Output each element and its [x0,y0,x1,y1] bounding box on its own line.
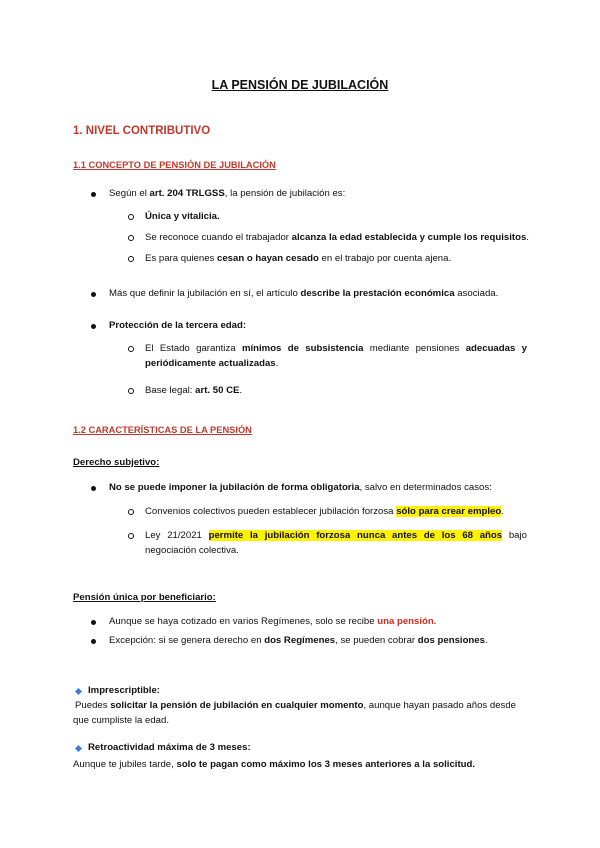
sub-list-item: Convenios colectivos pueden establecer jubilación forzosa sólo para crear empleo. [145,506,504,517]
circle-bullet-icon [128,388,134,394]
sub-list-item-continuation: negociación colectiva. [145,545,239,556]
bullet-icon [91,639,96,644]
paragraph-line: Aunque te jubiles tarde, solo te pagan como máximo los 3 meses anteriores a la solicitud. [73,759,476,770]
subsection-heading: 1.1 CONCEPTO DE PENSIÓN DE JUBILACIÓN [73,160,276,170]
list-item: Excepción: si se genera derecho en dos Regímenes, se pueden cobrar dos pensiones. [109,635,488,646]
sub-list-item-continuation: periódicamente actualizadas. [145,358,279,369]
sub-list-item: Ley 21/2021 permite la jubilación forzosa nunca antes de los 68 años bajo [145,530,527,541]
topic-heading: Pensión única por beneficiario: [73,592,216,603]
section-heading: 1. NIVEL CONTRIBUTIVO [73,125,211,137]
sub-list-item: Se reconoce cuando el trabajador alcanza la edad establecida y cumple los requisitos. [145,232,529,243]
sub-list-item: Es para quienes cesan o hayan cesado en el trabajo por cuenta ajena. [145,253,452,264]
diamond-bullet-icon [75,688,82,695]
bullet-icon [91,486,96,491]
sub-list-item: El Estado garantiza mínimos de subsistencia mediante pensiones adecuadas y [145,343,527,354]
list-item: Según el art. 204 TRLGSS, la pensión de jubilación es: [109,188,346,199]
circle-bullet-icon [128,214,134,220]
topic-heading: Retroactividad máxima de 3 meses: [88,742,251,753]
sub-list-item: Única y vitalicia. [145,211,220,222]
sub-list-item: Base legal: art. 50 CE. [145,385,243,396]
circle-bullet-icon [128,346,134,352]
list-item: Aunque se haya cotizado en varios Regímenes, solo se recibe una pensión. [109,616,437,627]
page-title: LA PENSIÓN DE JUBILACIÓN [211,78,389,92]
circle-bullet-icon [128,533,134,539]
paragraph-line: Puedes solicitar la pensión de jubilación en cualquier momento, aunque hayan pasado años desde [75,700,517,711]
paragraph-line: que cumpliste la edad. [73,715,169,726]
bullet-icon [91,292,96,297]
topic-heading: Imprescriptible: [88,685,160,696]
diamond-bullet-icon [75,745,82,752]
bullet-icon [91,620,96,625]
bullet-icon [91,192,96,197]
list-item: No se puede imponer la jubilación de forma obligatoria, salvo en determinados casos: [109,482,492,493]
list-item: Protección de la tercera edad: [109,320,247,331]
circle-bullet-icon [128,235,134,241]
circle-bullet-icon [128,256,134,262]
circle-bullet-icon [128,509,134,515]
bullet-icon [91,324,96,329]
subsection-heading: 1.2 CARACTERÍSTICAS DE LA PENSIÓN [73,425,252,435]
topic-heading: Derecho subjetivo: [73,457,160,468]
list-item: Más que definir la jubilación en sí, el artículo describe la prestación económica asociada. [109,288,499,299]
